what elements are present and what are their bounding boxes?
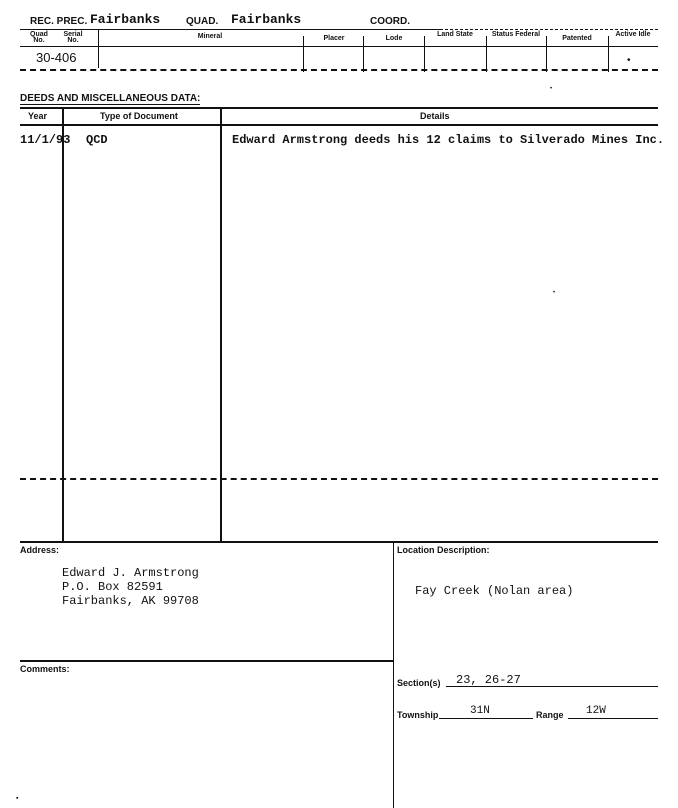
location-description: Fay Creek (Nolan area) bbox=[415, 584, 574, 598]
deeds-col-divider-year bbox=[62, 107, 64, 542]
range-value: 12W bbox=[586, 705, 606, 717]
sections-value: 23, 26-27 bbox=[456, 673, 521, 687]
quad-value: Fairbanks bbox=[231, 12, 302, 27]
deed-type: QCD bbox=[86, 133, 108, 147]
township-underline bbox=[439, 718, 533, 719]
scan-speck: ▪ bbox=[16, 795, 19, 802]
col-quad-no: Quad No. bbox=[30, 31, 48, 44]
col-patented: Patented bbox=[562, 35, 592, 42]
deeds-col-type: Type of Document bbox=[100, 111, 178, 121]
range-underline bbox=[568, 718, 658, 719]
coord-label: COORD. bbox=[370, 16, 410, 27]
col-divider bbox=[303, 36, 304, 72]
colhdr-rule bbox=[20, 46, 658, 47]
col-status-federal: Status Federal bbox=[491, 31, 541, 38]
deeds-dashed-rule bbox=[20, 478, 658, 480]
deeds-col-year: Year bbox=[28, 111, 48, 121]
deeds-col-divider-type bbox=[220, 107, 222, 542]
location-label: Location Description: bbox=[397, 545, 490, 555]
col-divider bbox=[363, 36, 364, 72]
col-divider bbox=[98, 30, 99, 68]
col-divider bbox=[486, 36, 487, 72]
sections-label: Section(s) bbox=[397, 678, 441, 688]
township-value: 31N bbox=[470, 705, 490, 717]
deeds-section-title: DEEDS AND MISCELLANEOUS DATA: bbox=[20, 93, 201, 104]
comments-label: Comments: bbox=[20, 664, 70, 674]
col-mineral: Mineral bbox=[197, 33, 223, 40]
col-active-idle: Active Idle bbox=[615, 31, 651, 38]
deeds-header-rule bbox=[20, 124, 658, 126]
deeds-col-details: Details bbox=[420, 111, 450, 121]
address-label: Address: bbox=[20, 545, 60, 555]
deed-year: 11/1/93 bbox=[20, 133, 71, 147]
comments-top-rule bbox=[20, 660, 393, 662]
address-line: Fairbanks, AK 99708 bbox=[62, 594, 199, 608]
col-divider bbox=[546, 36, 547, 72]
rec-prec-label: REC. PREC. bbox=[30, 16, 88, 27]
col-serial-no: Serial No. bbox=[63, 31, 83, 44]
address-line: P.O. Box 82591 bbox=[62, 580, 163, 594]
col-lode: Lode bbox=[385, 35, 403, 42]
active-mark: • bbox=[627, 55, 631, 66]
col-land-state: Land State bbox=[437, 31, 473, 38]
header-rule bbox=[20, 29, 440, 30]
quad-label: QUAD. bbox=[186, 16, 219, 27]
col-placer: Placer bbox=[323, 35, 345, 42]
address-top-rule bbox=[20, 541, 658, 543]
col-divider bbox=[608, 36, 609, 72]
scan-speck: • bbox=[550, 86, 553, 92]
township-label: Township bbox=[397, 710, 439, 720]
rec-prec-value: Fairbanks bbox=[90, 12, 161, 27]
top-table-dashed-rule bbox=[20, 69, 658, 71]
col-divider bbox=[424, 36, 425, 72]
quad-serial-value: 30-406 bbox=[36, 50, 77, 65]
header-rule-dashed bbox=[440, 29, 658, 30]
address-location-divider bbox=[393, 541, 394, 808]
scan-speck: • bbox=[553, 290, 556, 296]
address-line: Edward J. Armstrong bbox=[62, 566, 199, 580]
deeds-top-rule bbox=[20, 107, 658, 109]
deed-details: Edward Armstrong deeds his 12 claims to Silverado Mines Inc. bbox=[232, 133, 665, 147]
range-label: Range bbox=[536, 710, 564, 720]
